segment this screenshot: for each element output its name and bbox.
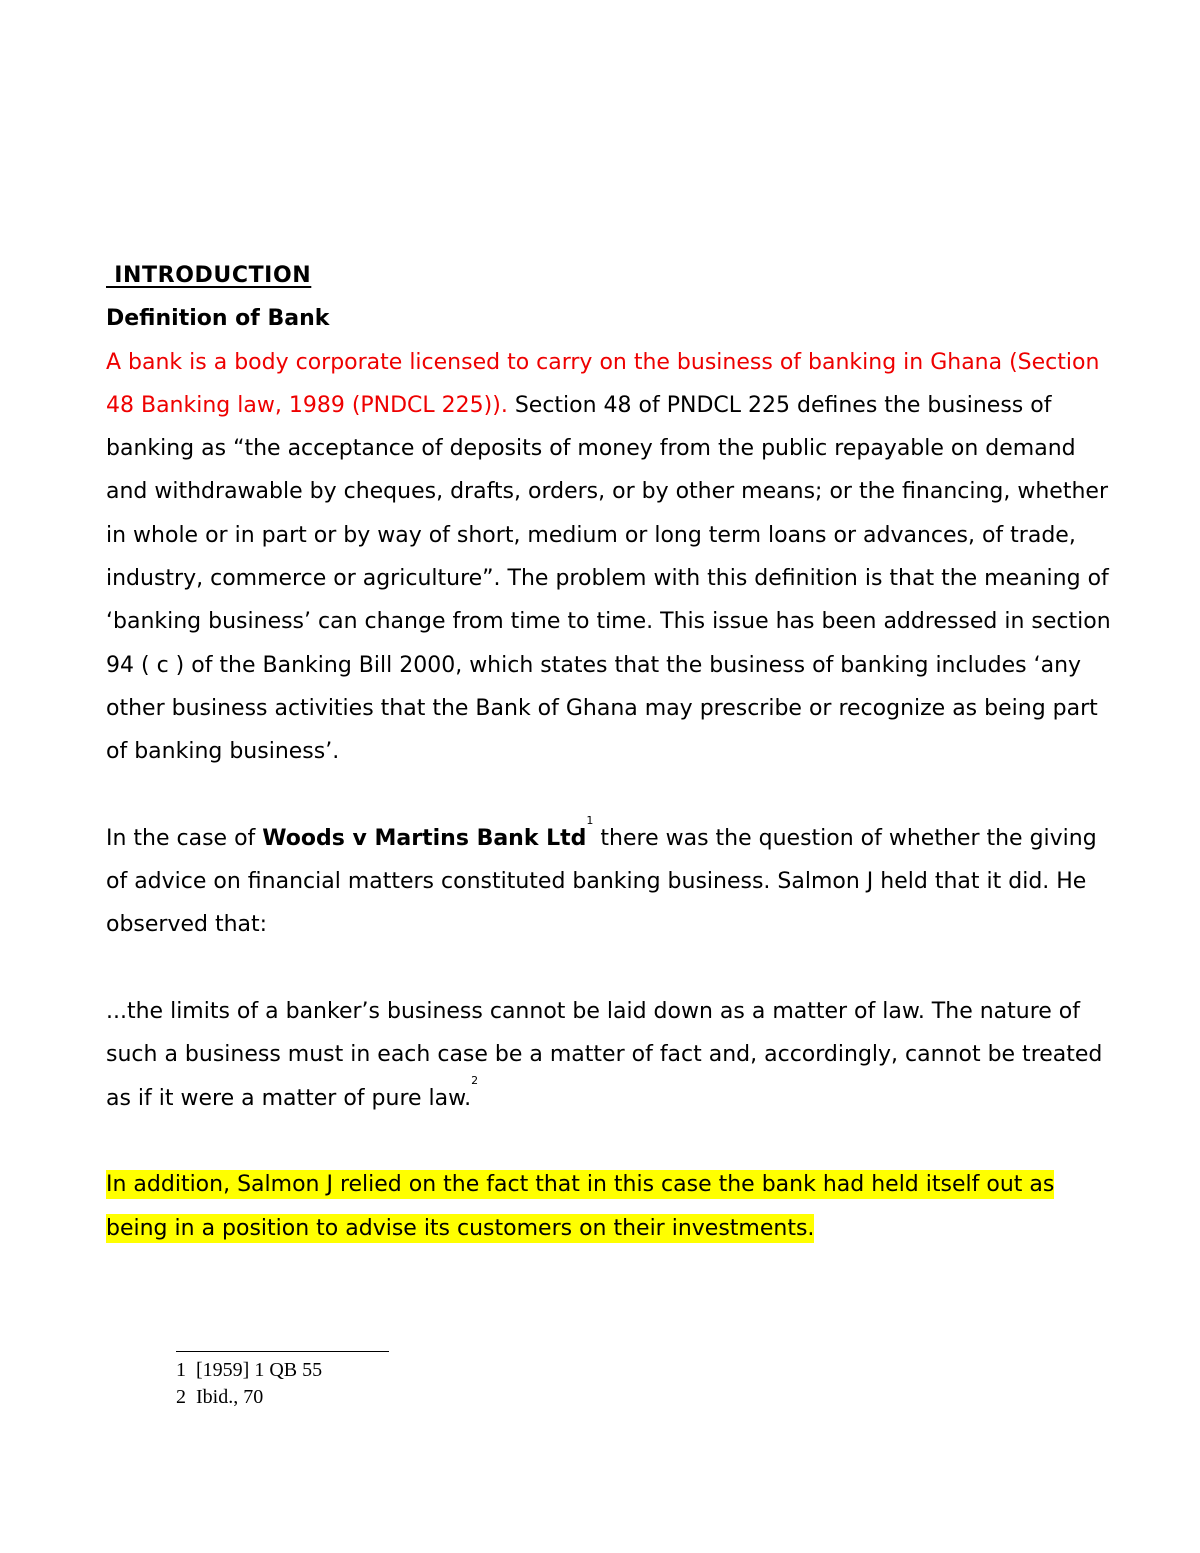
spacer (106, 774, 1116, 817)
definition-red-text: A bank is a body corporate licensed to carry on the business of banking in Ghana (Section 48 Banking law, 1989 (PNDCL 225)). (106, 349, 1100, 418)
quote-text: ...the limits of a banker’s business cannot be laid down as a matter of law. The nature of such a business must in each case be a matter of fact and, accordingly, cannot be treated as if it were a matter of pure law. (106, 999, 1103, 1111)
highlighted-text: In addition, Salmon J relied on the fact that in this case the bank had held itself out as being in a position to advise its customers on their investments. (106, 1172, 1055, 1241)
case-paragraph (106, 813, 1116, 947)
section-heading: INTRODUCTION (106, 263, 312, 288)
case-intro-text: In the case of (106, 825, 263, 851)
definition-body-text: Section 48 of PNDCL 225 defines the business of banking as “the acceptance of deposits of money from the public repayable on demand and withdrawable by cheques, drafts, orders, or by other means; or the financing, whether in whole or in part or by way of short, medium or long term loans or advances, of trade, industry, commerce or agriculture”. The problem with this definition is that the meaning of ‘banking business’ can change from time to time. This issue has been addressed in section 94 ( c ) of the Banking Bill 2000, which states that the business of banking includes ‘any other business activities that the Bank of Ghana may prescribe or recognize as being part of banking business’. (106, 392, 1111, 765)
spacer (106, 947, 1116, 990)
footnote-ref-2[interactable]: 2 (471, 1073, 479, 1087)
footnote-number: 1 (176, 1359, 186, 1381)
spacer (106, 1120, 1116, 1163)
footnote-text: Ibid., 70 (196, 1386, 264, 1408)
footnote-separator (176, 1351, 389, 1352)
case-body-text: there was the question of whether the giving of advice on financial matters constituted banking business. Salmon J held that it did. He observed that: (106, 825, 1097, 938)
quote-paragraph (106, 990, 1116, 1120)
document-body (106, 254, 1116, 1250)
footnote-ref-1[interactable]: 1 (586, 813, 594, 827)
case-name: Woods v Martins Bank Ltd (262, 825, 587, 851)
footnotes (176, 1357, 322, 1411)
footnote-item (176, 1357, 322, 1384)
definition-paragraph (106, 341, 1116, 774)
footnote-number: 2 (176, 1386, 186, 1408)
highlighted-paragraph (106, 1163, 1116, 1250)
footnote-text: [1959] 1 QB 55 (196, 1359, 323, 1381)
footnote-item (176, 1384, 322, 1411)
definition-subheading: Definition of Bank (106, 306, 330, 332)
